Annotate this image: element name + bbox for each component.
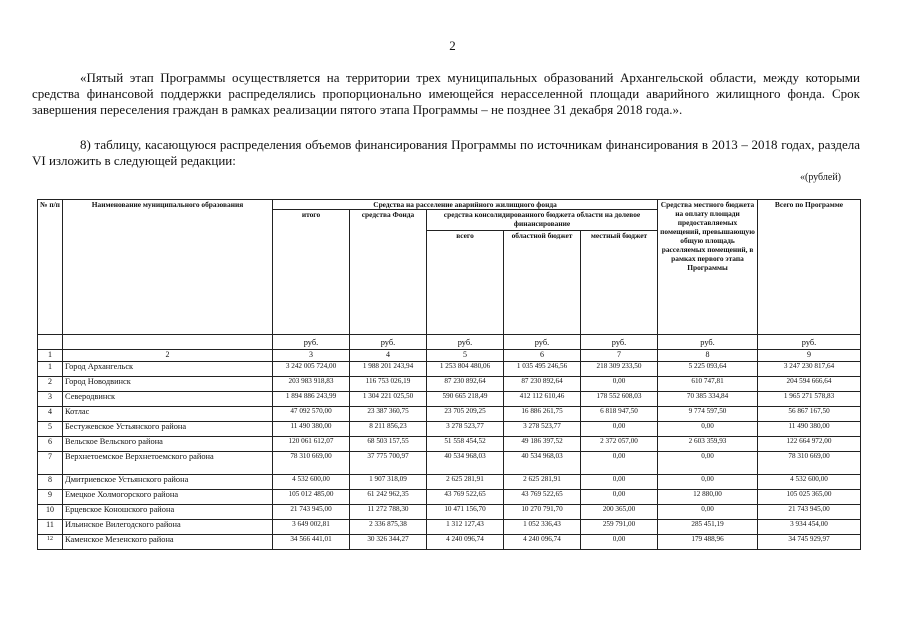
amount-cell: 412 112 610,46	[504, 392, 581, 407]
page-number: 2	[449, 38, 456, 53]
amount-cell: 1 304 221 025,50	[350, 392, 427, 407]
municipality-name: Котлас	[63, 407, 273, 422]
municipality-name: Северодвинск	[63, 392, 273, 407]
header-regional: областной бюджет	[504, 231, 581, 335]
amount-cell: 116 753 026,19	[350, 377, 427, 392]
amount-cell: 30 326 344,27	[350, 535, 427, 550]
amount-cell: 87 230 892,64	[427, 377, 504, 392]
amount-cell: 0,00	[658, 422, 758, 437]
amount-cell: 11 490 380,00	[273, 422, 350, 437]
index-cell: 8	[658, 350, 758, 362]
amount-cell: 4 532 600,00	[758, 475, 861, 490]
table-row	[38, 475, 861, 490]
amount-cell: 1 312 127,43	[427, 520, 504, 535]
amount-cell: 203 983 918,83	[273, 377, 350, 392]
amount-cell: 1 052 336,43	[504, 520, 581, 535]
amount-cell: 9 774 597,50	[658, 407, 758, 422]
amount-cell: 21 743 945,00	[273, 505, 350, 520]
amount-cell: 3 278 523,77	[504, 422, 581, 437]
amount-cell: 2 625 281,91	[427, 475, 504, 490]
index-cell: 3	[273, 350, 350, 362]
paragraph-stage-five: «Пятый этап Программы осуществляется на территории трех муниципальных образований Архангельской области, между которыми средства финансовой поддержки распределялись пропорционально имеющейся нерасселенной площади аварийного жилищного фонда. Срок завершения переселения граждан в рамках реализации пятого этапа Программы – не позднее 31 декабря 2018 года.».	[32, 70, 860, 117]
municipality-name: Верхнетоемское Верхнетоемского района	[63, 452, 273, 475]
amount-cell: 3 278 523,77	[427, 422, 504, 437]
amount-cell: 0,00	[581, 475, 658, 490]
amount-cell: 1 253 804 480,06	[427, 362, 504, 377]
amount-cell: 78 310 669,00	[758, 452, 861, 475]
municipality-name: Бестужевское Устьянского района	[63, 422, 273, 437]
index-cell: 5	[427, 350, 504, 362]
row-number: 4	[38, 407, 63, 422]
amount-cell: 218 309 233,50	[581, 362, 658, 377]
index-cell: 7	[581, 350, 658, 362]
amount-cell: 179 488,96	[658, 535, 758, 550]
amount-cell: 2 372 057,00	[581, 437, 658, 452]
table-row	[38, 377, 861, 392]
row-number: 2	[38, 377, 63, 392]
amount-cell: 10 270 791,70	[504, 505, 581, 520]
amount-cell: 34 566 441,01	[273, 535, 350, 550]
table-row	[38, 422, 861, 437]
amount-cell: 1 035 495 246,56	[504, 362, 581, 377]
amount-cell: 3 934 454,00	[758, 520, 861, 535]
amount-cell: 70 385 334,84	[658, 392, 758, 407]
header-total: итого	[273, 210, 350, 335]
row-number: 10	[38, 505, 63, 520]
row-number: 1	[38, 362, 63, 377]
units-row	[38, 335, 861, 350]
units-empty-name	[63, 335, 273, 350]
table-row	[38, 362, 861, 377]
table-row	[38, 452, 861, 475]
amount-cell: 259 791,00	[581, 520, 658, 535]
table-row	[38, 407, 861, 422]
municipality-name: Емецкое Холмогорского района	[63, 490, 273, 505]
amount-cell: 10 471 156,70	[427, 505, 504, 520]
amount-cell: 200 365,00	[581, 505, 658, 520]
amount-cell: 11 490 380,00	[758, 422, 861, 437]
amount-cell: 34 745 929,97	[758, 535, 861, 550]
amount-cell: 1 965 271 578,83	[758, 392, 861, 407]
amount-cell: 47 092 570,00	[273, 407, 350, 422]
index-cell: 2	[63, 350, 273, 362]
header-local: местный бюджет	[581, 231, 658, 335]
amount-cell: 4 240 096,74	[504, 535, 581, 550]
amount-cell: 2 336 875,38	[350, 520, 427, 535]
municipality-name: Город Новодвинск	[63, 377, 273, 392]
amount-cell: 40 534 968,03	[427, 452, 504, 475]
amount-cell: 49 186 397,52	[504, 437, 581, 452]
financing-table	[37, 199, 861, 550]
table-row	[38, 437, 861, 452]
unit-cell: руб.	[273, 335, 350, 350]
amount-cell: 2 625 281,91	[504, 475, 581, 490]
amount-cell: 43 769 522,65	[504, 490, 581, 505]
row-number: 3	[38, 392, 63, 407]
table-body	[38, 335, 861, 550]
amount-cell: 122 664 972,00	[758, 437, 861, 452]
amount-cell: 68 503 157,55	[350, 437, 427, 452]
row-number: 8	[38, 475, 63, 490]
unit-cell: руб.	[427, 335, 504, 350]
amount-cell: 2 603 359,93	[658, 437, 758, 452]
table-row	[38, 505, 861, 520]
amount-cell: 56 867 167,50	[758, 407, 861, 422]
table-row	[38, 392, 861, 407]
table-row	[38, 535, 861, 550]
amount-cell: 0,00	[581, 452, 658, 475]
amount-cell: 43 769 522,65	[427, 490, 504, 505]
amount-cell: 37 775 700,97	[350, 452, 427, 475]
municipality-name: Город Архангельск	[63, 362, 273, 377]
amount-cell: 3 242 005 724,00	[273, 362, 350, 377]
unit-cell: руб.	[350, 335, 427, 350]
amount-cell: 23 387 360,75	[350, 407, 427, 422]
amount-cell: 4 240 096,74	[427, 535, 504, 550]
units-empty-no	[38, 335, 63, 350]
amount-cell: 285 451,19	[658, 520, 758, 535]
amount-cell: 3 649 002,81	[273, 520, 350, 535]
row-number: 11	[38, 520, 63, 535]
amount-cell: 78 310 669,00	[273, 452, 350, 475]
unit-cell: руб.	[581, 335, 658, 350]
municipality-name: Каменское Мезенского района	[63, 535, 273, 550]
table-row	[38, 520, 861, 535]
row-number: 5	[38, 422, 63, 437]
amount-cell: 23 705 209,25	[427, 407, 504, 422]
amount-cell: 21 743 945,00	[758, 505, 861, 520]
amount-cell: 1 894 886 243,99	[273, 392, 350, 407]
amount-cell: 87 230 892,64	[504, 377, 581, 392]
unit-note: «(рублей)	[799, 172, 841, 183]
amount-cell: 590 665 218,49	[427, 392, 504, 407]
header-resettlement-group: Средства на расселение аварийного жилищного фонда	[273, 200, 658, 210]
amount-cell: 1 988 201 243,94	[350, 362, 427, 377]
amount-cell: 8 211 856,23	[350, 422, 427, 437]
amount-cell: 105 012 485,00	[273, 490, 350, 505]
header-consolidated-group: средства консолидированного бюджета области на долевое финансирование	[427, 210, 658, 231]
amount-cell: 105 025 365,00	[758, 490, 861, 505]
amount-cell: 178 552 608,03	[581, 392, 658, 407]
amount-cell: 1 907 318,09	[350, 475, 427, 490]
amount-cell: 6 818 947,50	[581, 407, 658, 422]
header-name: Наименование муниципального образования	[63, 200, 273, 335]
amount-cell: 0,00	[658, 452, 758, 475]
header-program-total: Всего по Программе	[758, 200, 861, 335]
amount-cell: 5 225 093,64	[658, 362, 758, 377]
amount-cell: 0,00	[658, 505, 758, 520]
header-no: № п/п	[38, 200, 63, 335]
header-consolidated-total: всего	[427, 231, 504, 335]
index-cell: 9	[758, 350, 861, 362]
row-number: 6	[38, 437, 63, 452]
paragraph-table-intro: 8) таблицу, касающуюся распределения объемов финансирования Программы по источникам финансирования в 2013 – 2018 годах, раздела VI изложить в следующей редакции:	[32, 137, 860, 168]
amount-cell: 610 747,81	[658, 377, 758, 392]
row-number: 12	[38, 535, 63, 550]
amount-cell: 120 061 612,07	[273, 437, 350, 452]
amount-cell: 12 880,00	[658, 490, 758, 505]
unit-cell: руб.	[758, 335, 861, 350]
amount-cell: 0,00	[581, 422, 658, 437]
amount-cell: 11 272 788,30	[350, 505, 427, 520]
amount-cell: 3 247 230 817,64	[758, 362, 861, 377]
header-local-extra: Средства местного бюджета на оплату площади предоставляемых помещений, превышающую общую площадь расселяемых помещений, в рамках первого этапа Программы	[658, 200, 758, 335]
municipality-name: Ильинское Вилегодского района	[63, 520, 273, 535]
amount-cell: 0,00	[581, 377, 658, 392]
municipality-name: Ерцевское Коношского района	[63, 505, 273, 520]
row-number: 9	[38, 490, 63, 505]
amount-cell: 0,00	[581, 535, 658, 550]
column-index-row	[38, 350, 861, 362]
amount-cell: 51 558 454,52	[427, 437, 504, 452]
amount-cell: 0,00	[581, 490, 658, 505]
amount-cell: 40 534 968,03	[504, 452, 581, 475]
index-cell: 6	[504, 350, 581, 362]
amount-cell: 16 886 261,75	[504, 407, 581, 422]
municipality-name: Вельское Вельского района	[63, 437, 273, 452]
index-cell: 1	[38, 350, 63, 362]
index-cell: 4	[350, 350, 427, 362]
municipality-name: Дмитриевское Устьянского района	[63, 475, 273, 490]
unit-cell: руб.	[504, 335, 581, 350]
amount-cell: 0,00	[658, 475, 758, 490]
header-fund: средства Фонда	[350, 210, 427, 335]
amount-cell: 4 532 600,00	[273, 475, 350, 490]
row-number: 7	[38, 452, 63, 475]
amount-cell: 61 242 962,35	[350, 490, 427, 505]
table-row	[38, 490, 861, 505]
unit-cell: руб.	[658, 335, 758, 350]
amount-cell: 204 594 666,64	[758, 377, 861, 392]
